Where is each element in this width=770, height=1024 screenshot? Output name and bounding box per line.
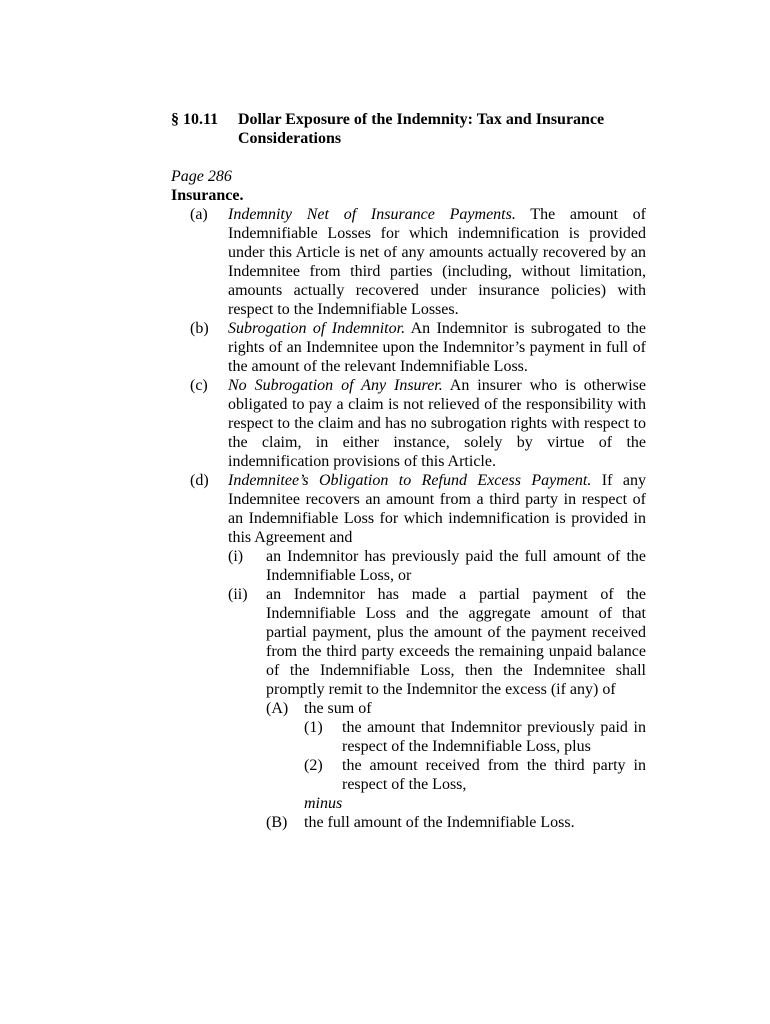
clause-a [171, 205, 646, 319]
clause-d-i [228, 547, 646, 585]
clause-d-ii-A-1-text: the amount that Indemnitor previously paid in respect of the Indemnifiable Loss, plus [342, 719, 646, 755]
clause-d-ii-body [266, 585, 646, 832]
clause-b-marker: (b) [190, 320, 209, 337]
clause-d-ii-A-text: the sum of [304, 700, 372, 717]
clause-d-ii [228, 585, 646, 832]
clause-c-marker: (c) [190, 377, 208, 394]
clause-b-body [228, 319, 646, 376]
clause-d-ii-A-marker: (A) [266, 700, 289, 717]
clause-d-i-marker: (i) [228, 548, 244, 565]
clause-d-ii-A-body [304, 699, 646, 813]
clause-d-marker: (d) [190, 472, 209, 489]
clause-d [171, 471, 646, 832]
clause-d-ii-A [266, 699, 646, 813]
clause-d-ii-B-text: the full amount of the Indemnifiable Loss. [304, 814, 575, 831]
clause-d-ii-A-2-text: the amount received from the third party in respect of the Loss, [342, 757, 646, 793]
clause-d-text: If any Indemnitee recovers an amount from a third party in respect of an Indemnifiable Loss for which indemnification is provided in this Agreement and [228, 472, 646, 546]
clause-c [171, 376, 646, 471]
insurance-label: Insurance. [171, 187, 244, 204]
clause-d-i-text: an Indemnitor has previously paid the full amount of the Indemnifiable Loss, or [266, 548, 646, 584]
section-number: § 10.11 [171, 111, 219, 128]
clause-d-ii-B-marker: (B) [266, 814, 288, 831]
clause-d-intro [228, 471, 646, 547]
clause-d-ii-A-2 [304, 756, 646, 794]
clause-d-ii-A-1 [304, 718, 646, 756]
clause-a-text: The amount of Indemnifiable Losses for which indemnification is provided under this Article is net of any amounts actually recovered by an Indemnitee from third parties (including, without limitation, amounts actually recovered under insurance policies) with respect to the Indemnifiable Losses. [228, 206, 647, 318]
clause-b-text: An Indemnitor is subrogated to the rights of an Indemnitee upon the Indemnitor’s payment in full of the amount of the relevant Indemnifiable Loss. [228, 320, 646, 375]
document-page [171, 110, 646, 832]
section-heading [171, 110, 646, 148]
clause-d-ii-A-1-marker: (1) [304, 719, 323, 736]
clause-a-body [228, 205, 646, 319]
minus-connector: minus [304, 795, 343, 812]
clause-a-marker: (a) [190, 206, 208, 223]
clause-d-ii-B [266, 813, 646, 832]
clause-c-title: No Subrogation of Any Insurer. [228, 377, 443, 394]
clause-b-title: Subrogation of Indemnitor. [228, 320, 406, 337]
clause-d-body [228, 471, 646, 832]
section-title: Dollar Exposure of the Indemnity: Tax and Insurance Considerations [238, 111, 605, 147]
clause-d-title: Indemnitee’s Obligation to Refund Excess Payment. [228, 472, 592, 489]
clause-a-title: Indemnity Net of Insurance Payments. [228, 206, 516, 223]
clause-d-ii-A-2-marker: (2) [304, 757, 323, 774]
clause-c-text: An insurer who is otherwise obligated to pay a claim is not relieved of the responsibility with respect to the claim and has no subrogation rights with respect to the claim, in either instance, solely by virtue of the indemnification provisions of this Article. [228, 377, 647, 470]
clause-d-ii-marker: (ii) [228, 586, 248, 603]
clause-c-body [228, 376, 646, 471]
clause-d-ii-text: an Indemnitor has made a partial payment of the Indemnifiable Loss and the aggregate amount of that partial payment, plus the amount of the payment received from the third party exceeds the remaining unpaid balance of the Indemnifiable Loss, then the Indemnitee shall promptly remit to the Indemnitor the excess (if any) of [266, 586, 646, 698]
page-reference: Page 286 [171, 168, 232, 185]
clause-b [171, 319, 646, 376]
